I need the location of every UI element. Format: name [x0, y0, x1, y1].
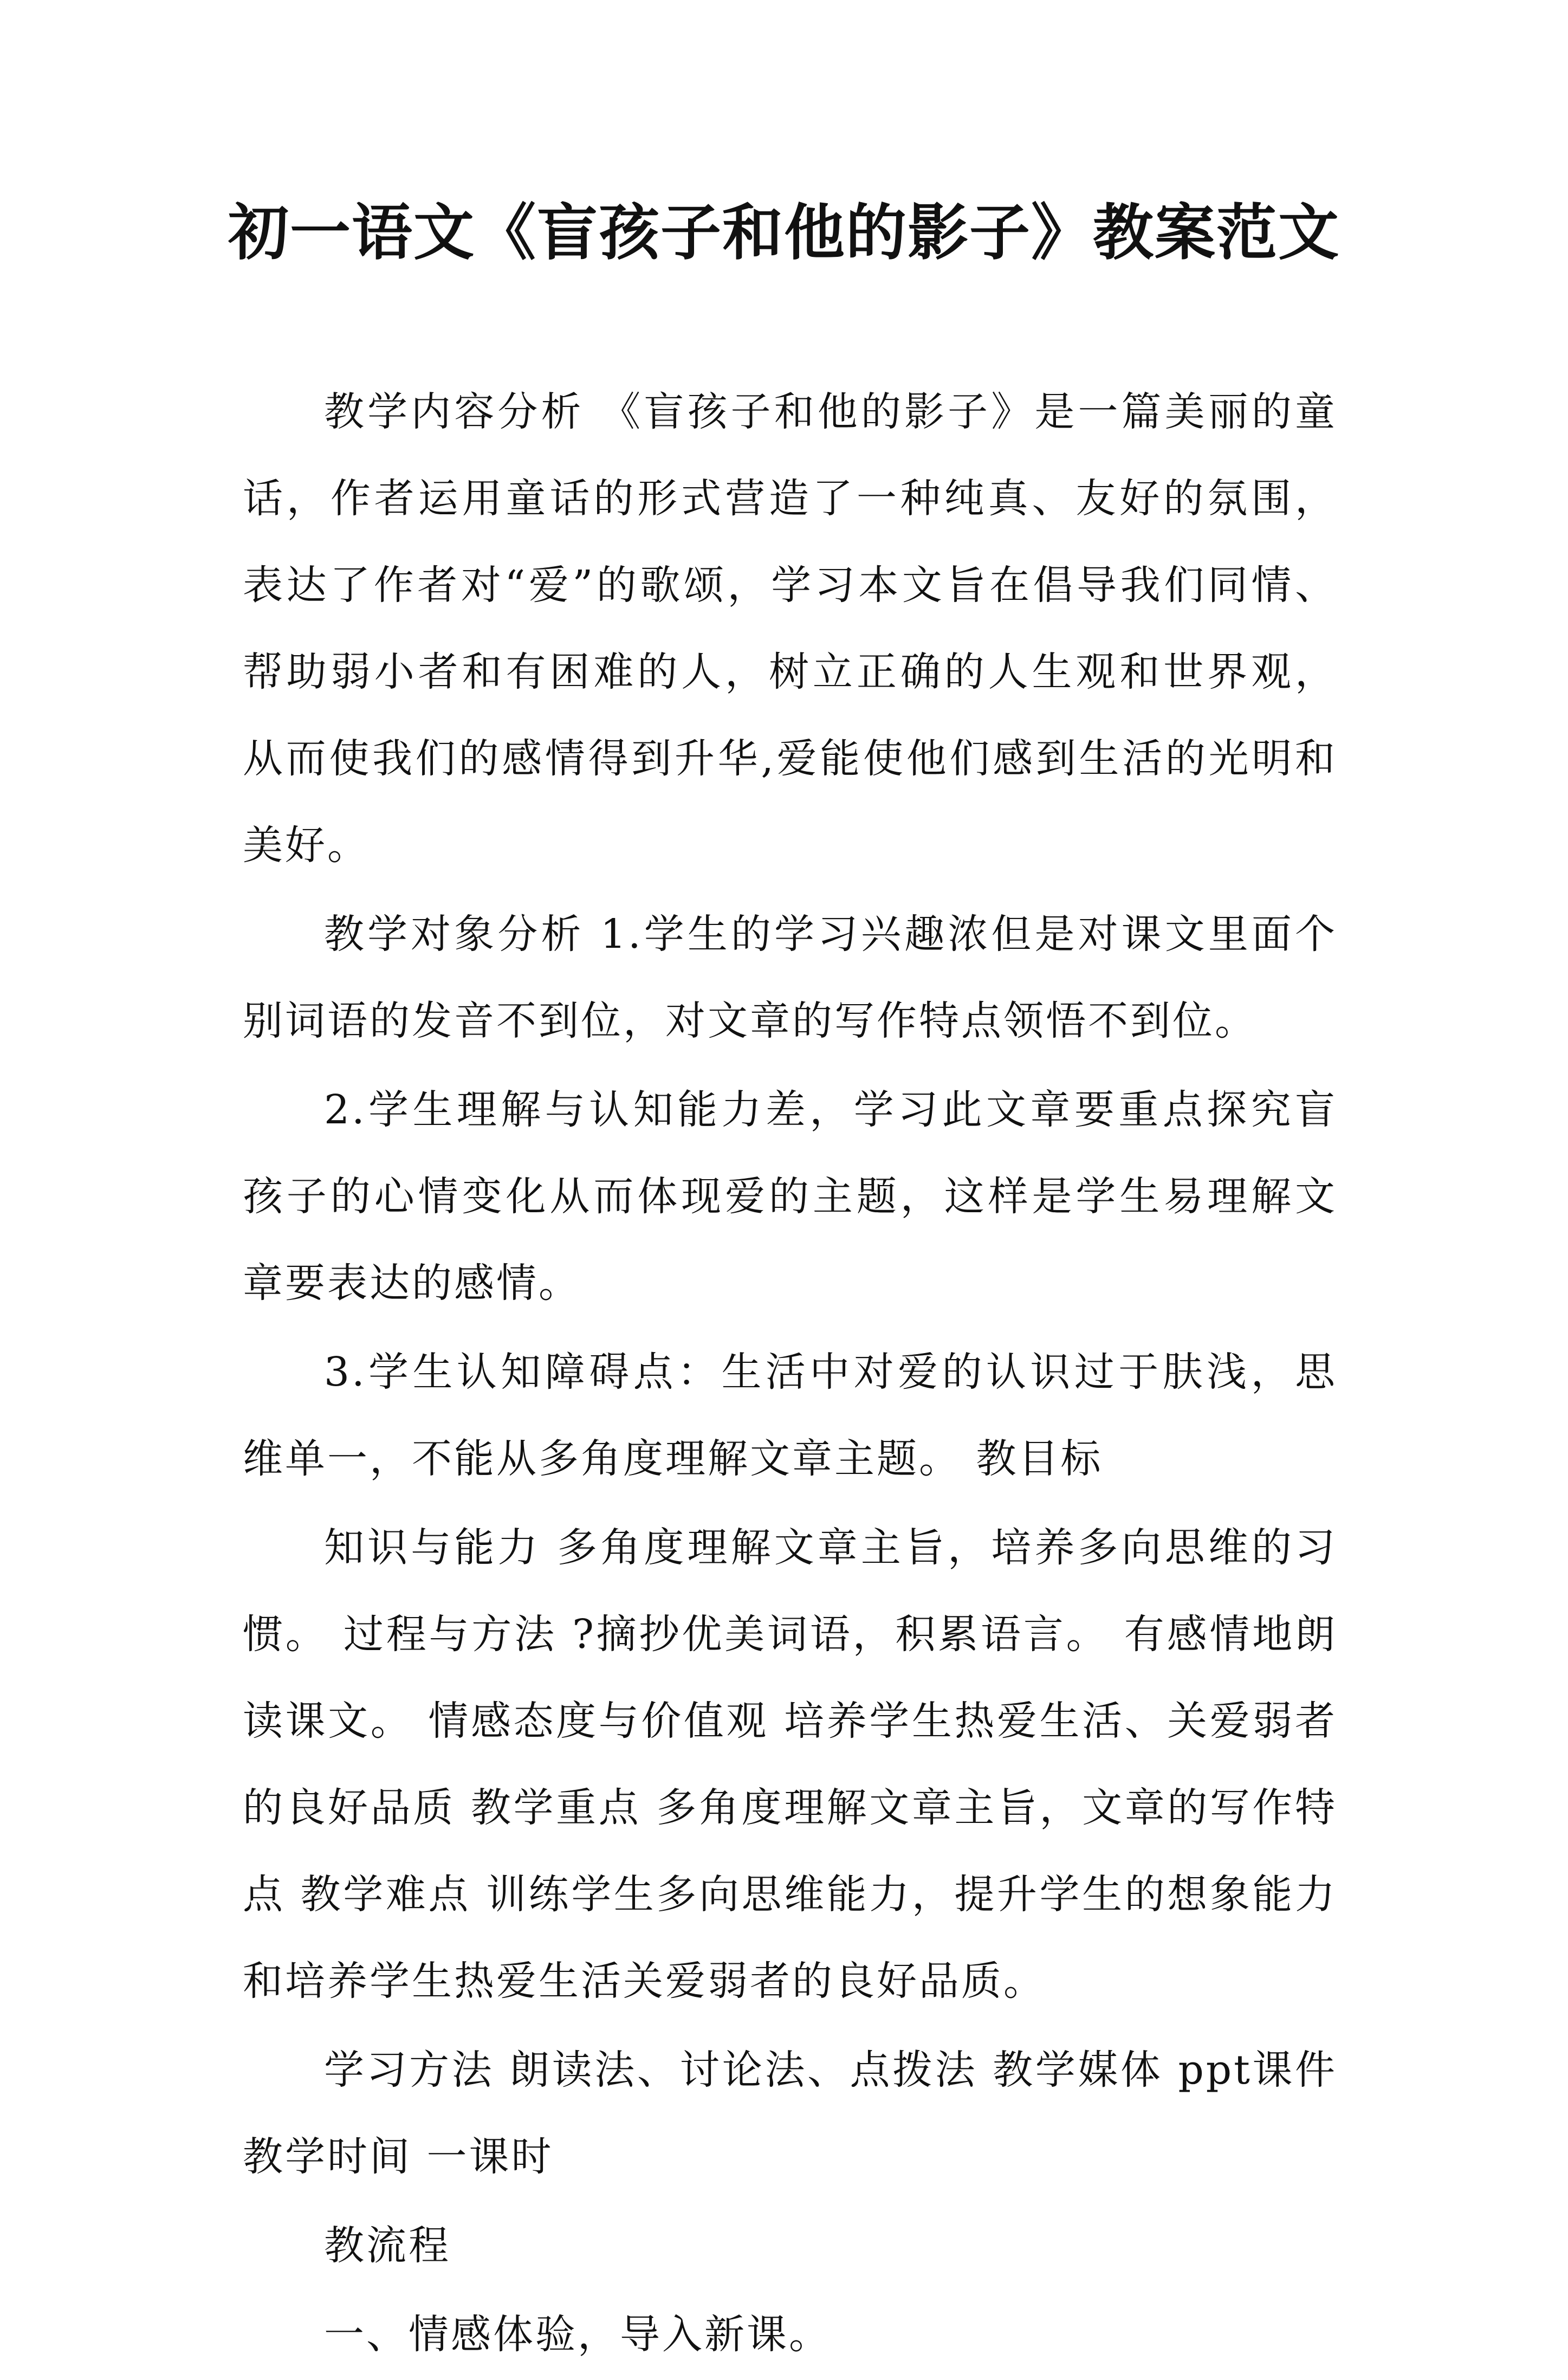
document-title: 初一语文《盲孩子和他的影子》教案范文 [228, 198, 1340, 268]
paragraph-methods: 学习方法 朗读法、讨论法、点拨法 教学媒体 ppt课件 教学时间 一课时 [243, 2047, 1337, 2180]
document-body [243, 368, 1337, 2380]
paragraph-step-one: 一、情感体验，导入新课。 [324, 2311, 831, 2358]
paragraph-objectives: 知识与能力 多角度理解文章主旨，培养多向思维的习惯。 过程与方法 ?摘抄优美词语，积累语言。 有感情地朗读课文。 情感态度与价值观 培养学生热爱生活、关爱弱者的良好品质 教学重点 多角度理解文章主旨，文章的写作特点 教学难点 训练学生多向思维能力，提升学生的想象能力和培养学生热爱生活关爱弱者的良好品质。 [243, 1524, 1337, 2004]
paragraph-procedure-heading: 教流程 [324, 2222, 451, 2269]
paragraph-student-analysis-3: 3.学生认知障碍点：生活中对爱的认识过于肤浅，思维单一，不能从多角度理解文章主题。 教目标 [243, 1349, 1337, 1482]
paragraph-student-analysis-1: 教学对象分析 1.学生的学习兴趣浓但是对课文里面个别词语的发音不到位，对文章的写作特点领悟不到位。 [243, 911, 1337, 1044]
paragraph-student-analysis-2: 2.学生理解与认知能力差，学习此文章要重点探究盲孩子的心情变化从而体现爱的主题，这样是学生易理解文章要表达的感情。 [243, 1086, 1337, 1307]
paragraph-content-analysis: 教学内容分析 《盲孩子和他的影子》是一篇美丽的童话，作者运用童话的形式营造了一种纯真、友好的氛围，表达了作者对“爱”的歌颂，学习本文旨在倡导我们同情、帮助弱小者和有困难的人，树立正确的人生观和世界观，从而使我们的感情得到升华,爱能使他们感到生活的光明和美好。 [243, 389, 1337, 869]
